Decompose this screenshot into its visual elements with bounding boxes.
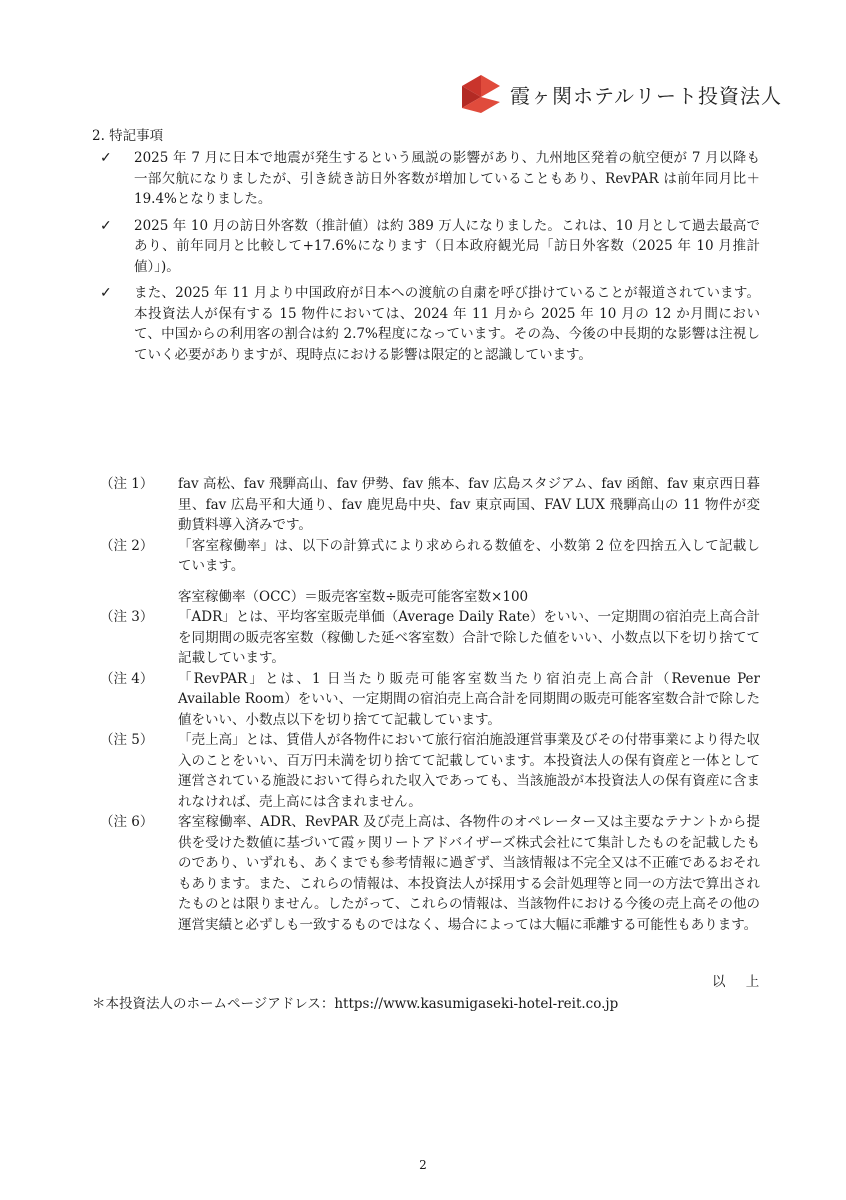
footnote-label: （注 2） xyxy=(100,537,154,554)
footnotes xyxy=(100,474,760,935)
footnote-text: 「ADR」とは、平均客室販売単価（Average Daily Rate）をいい、一定期間の宿泊売上高合計を同期間の販売客室数（稼働した延べ客室数）合計で除した値をいい、小数点以下を切り捨てて記載しています。 xyxy=(178,609,760,666)
footnote-text: 「客室稼働率」は、以下の計算式により求められる数値を、小数第 2 位を四捨五入して記載しています。 xyxy=(178,537,760,574)
occupancy-formula: 客室稼働率（OCC）＝販売客室数÷販売可能客室数×100 xyxy=(178,588,529,605)
list-item xyxy=(100,283,760,365)
section-title: 2. 特記事項 xyxy=(92,128,164,144)
footnote-label: （注 3） xyxy=(100,609,154,625)
footnote-text: fav 高松、fav 飛騨高山、fav 伊勢、fav 熊本、fav 広島スタジアム、fav 函館、fav 東京西日暮里、fav 広島平和大通り、fav 鹿児島中央、fav 東京両国、FAV LUX 飛騨高山の 11 物件が変動賃料導入済みです。 xyxy=(178,476,760,533)
list-item xyxy=(100,216,760,278)
special-notes-list xyxy=(100,148,760,371)
footnote-label: （注 1） xyxy=(100,476,154,492)
footnote-6 xyxy=(100,812,760,935)
footnote-text: 「売上高」とは、賃借人が各物件において旅行宿泊施設運営事業及びその付帯事業により得た収入のことをいい、百万円未満を切り捨てて記載しています。本投資法人の保有資産と一体として運営されている施設において得られた収入であっても、当該施設が本投資法人の保有資産に含まれなければ、売上高には含まれません。 xyxy=(178,732,760,810)
checkmark-icon: ✓ xyxy=(100,150,112,166)
footnote-2 xyxy=(100,536,760,577)
bullet-text: 2025 年 10 月の訪日外客数（推計値）は約 389 万人になりました。これは、10 月として過去最高であり、前年同月と比較して+17.6%になります（日本政府観光局「訪日外客数（2025 年 10 月推計値）」)。 xyxy=(134,217,760,275)
footnote-text: 客室稼働率、ADR、RevPAR 及び売上高は、各物件のオペレーター又は主要なテナントから提供を受けた数値に基づいて霞ヶ関リートアドバイザーズ株式会社にて集計したものを記載したものであり、いずれも、あくまでも参考情報に過ぎず、当該情報は不完全又は不正確であるおそれもあります。また、これらの情報は、本投資法人が採用する会計処理等と同一の方法で算出されたものとは限りません。したがって、これらの情報は、当該物件における今後の売上高その他の運営実績と必ずしも一致するものではなく、場合によっては大幅に乖離する可能性もあります。 xyxy=(178,814,760,933)
closing-mark: 以 上 xyxy=(712,974,768,990)
footnote-label: （注 4） xyxy=(100,670,154,687)
bullet-text: 2025 年 7 月に日本で地震が発生するという風説の影響があり、九州地区発着の航空便が 7 月以降も一部欠航になりましたが、引き続き訪日外客数が増加していることもあり、RevPAR は前年同月比＋19.4%となりました。 xyxy=(134,150,760,207)
list-item xyxy=(100,148,760,210)
company-logo xyxy=(460,72,782,116)
footnote-label: （注 5） xyxy=(100,732,154,748)
logo-mark-icon xyxy=(460,73,502,115)
footnote-5 xyxy=(100,730,760,812)
checkmark-icon: ✓ xyxy=(100,285,112,301)
checkmark-icon: ✓ xyxy=(100,217,112,234)
brand-name: 霞ヶ関ホテルリート投資法人 xyxy=(510,83,782,108)
bullet-text: また、2025 年 11 月より中国政府が日本への渡航の自粛を呼び掛けていることが報道されています。本投資法人が保有する 15 物件においては、2024 年 11 月から 2025 年 10 月の 12 か月間において、中国からの利用客の割合は約 2.7%程度になっています。その為、今後の中長期的な影響は注視していく必要がありますが、現時点における影響は限定的と認識しています。 xyxy=(134,285,760,363)
page-number: 2 xyxy=(419,1158,427,1172)
footnote-label: （注 6） xyxy=(100,814,154,830)
homepage-address: ＊本投資法人のホームページアドレス：https://www.kasumigaseki-hotel-reit.co.jp xyxy=(92,996,619,1012)
footnote-3 xyxy=(100,607,760,669)
footnote-text: 「RevPAR」とは、1 日当たり販売可能客室数当たり宿泊売上高合計（Revenue Per Available Room）をいい、一定期間の宿泊売上高合計を同期間の販売可能客室数合計で除した値をいい、小数点以下を切り捨てて記載しています。 xyxy=(178,670,760,728)
footnote-4 xyxy=(100,669,760,731)
footnote-1 xyxy=(100,474,760,536)
